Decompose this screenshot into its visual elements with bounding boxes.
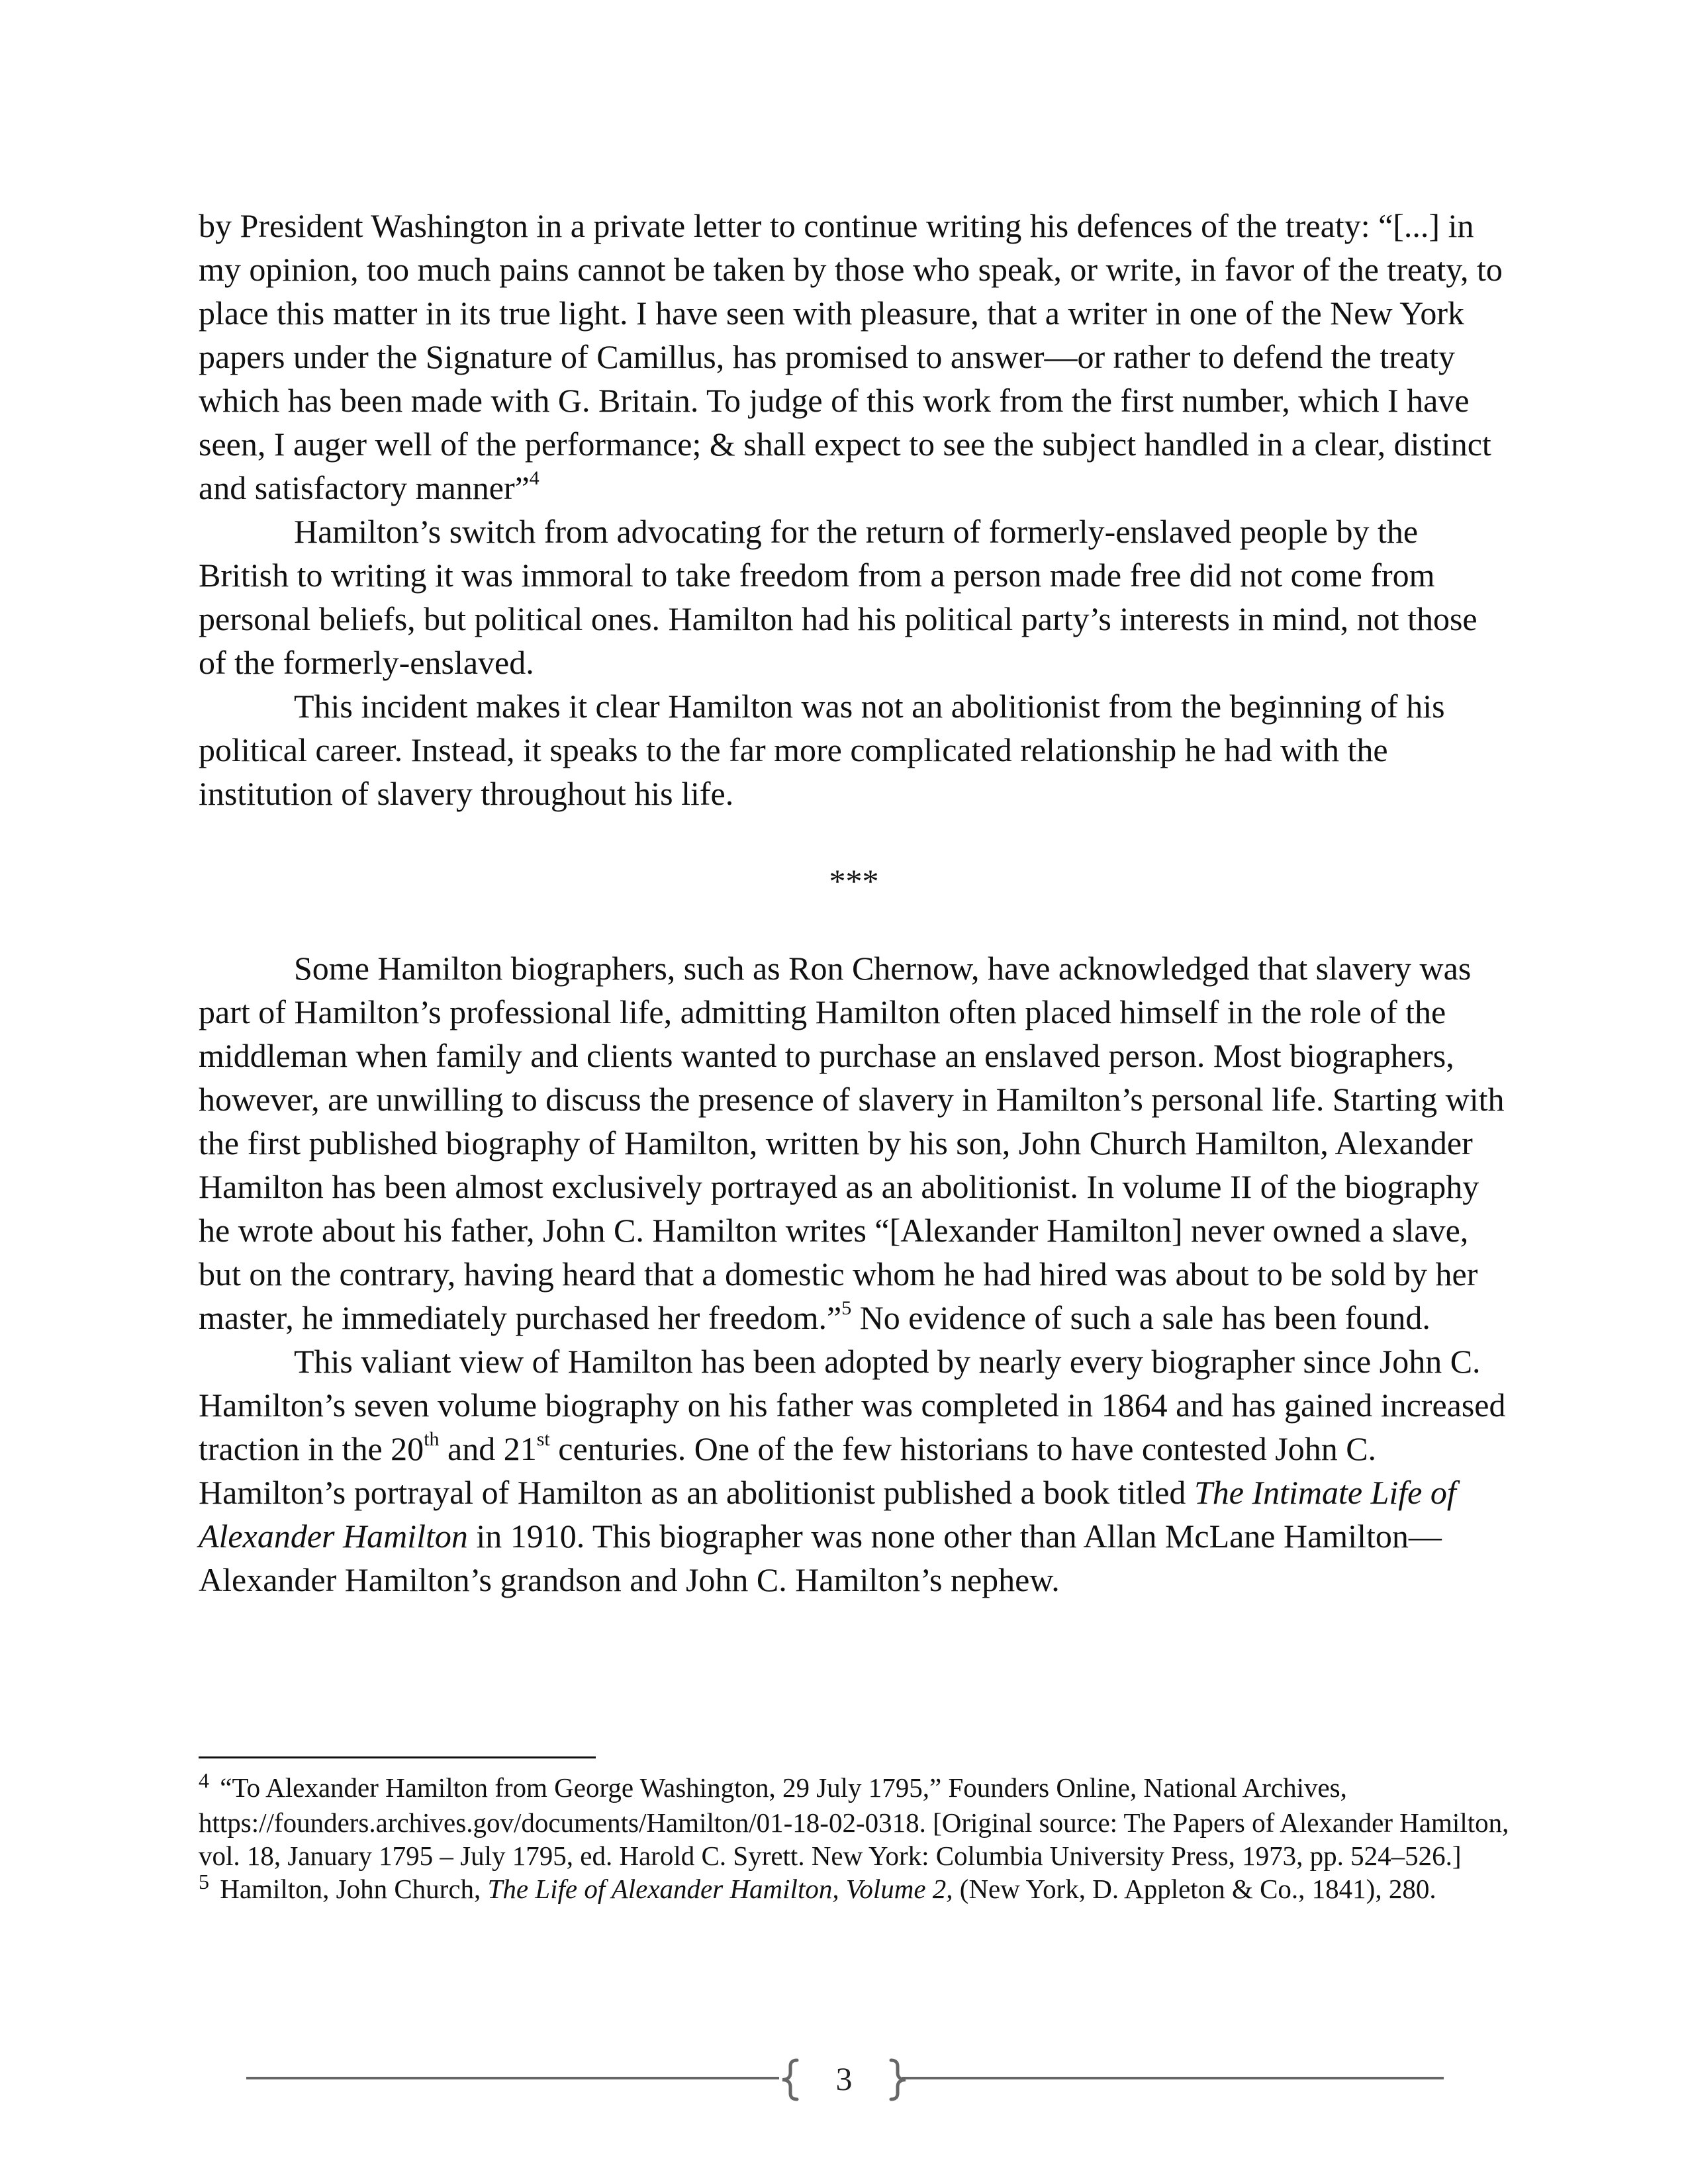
paragraph-5-text-a: This valiant view of Hamilton has been adopted by nearly every biographer since John C. Hamilton’s seven volume biography on his father was completed in 1864 and has gained increased traction in the 20: [199, 1343, 1506, 1467]
paragraph-4-text: Some Hamilton biographers, such as Ron Chernow, have acknowledged that slavery was part of Hamilton’s professional life, admitting Hamilton often placed himself in the role of the middleman when family and clients wanted to purchase an enslaved person. Most biographers, however, are unwilling to discuss the presence of slavery in Hamilton’s personal life. Starting with the first published biography of Hamilton, written by his son, John Church Hamilton, Alexander Hamilton has been almost exclusively portrayed as an abolitionist. In volume II of the biography he wrote about his father, John C. Hamilton writes “[Alexander Hamilton] never owned a slave, but on the contrary, having heard that a domestic whom he had hired was about to be sold by her master, he immediately purchased her freedom.”: [199, 950, 1505, 1336]
paragraph-4-tail: No evidence of such a sale has been found.: [851, 1299, 1430, 1336]
footnote-5-book-title: The Life of Alexander Hamilton, Volume 2,: [487, 1874, 953, 1904]
paragraph-5-text-c: centuries. One of the few historians to have contested John C. Hamilton’s portrayal of Hamilton as an abolitionist published a book titled: [199, 1430, 1377, 1511]
footnote-5: [199, 1872, 1509, 1907]
left-brace-icon: [774, 2058, 808, 2101]
footer-line-left: [246, 2077, 779, 2079]
footnote-4-number: 4: [199, 1768, 209, 1792]
footnotes: [199, 1768, 1509, 1907]
paragraph-1-text: by President Washington in a private letter to continue writing his defences of the treaty: “[...] in my opinion, too much pains cannot be taken by those who speak, or write, in favor of the treaty, to place this matter in its true light. I have seen with pleasure, that a writer in one of the New York papers under the Signature of Camillus, has promised to answer—or rather to defend the treaty which has been made with G. Britain. To judge of this work from the first number, which I have seen, I auger well of the performance; & shall expect to see the subject handled in a clear, distinct and satisfactory manner”: [199, 207, 1503, 506]
footnote-5-number: 5: [199, 1870, 209, 1893]
book-title: The Intimate Life of Alexander Hamilton: [199, 1474, 1456, 1555]
footnote-5-text-a: Hamilton, John Church,: [213, 1874, 488, 1904]
main-text: [199, 204, 1509, 1602]
paragraph-4: [199, 946, 1509, 1340]
footnote-5-text-b: (New York, D. Appleton & Co., 1841), 280.: [953, 1874, 1436, 1904]
footnote-4: [199, 1768, 1509, 1872]
paragraph-5: [199, 1340, 1509, 1602]
page-number: 3: [835, 2060, 853, 2097]
footnote-4-text: “To Alexander Hamilton from George Washington, 29 July 1795,” Founders Online, National Archives, https://founders.archives.gov/documents/Hamilton/01-18-02-0318. [Original source: The Papers of Alexander Hamilton, vol. 18, January 1795 – July 1795, ed. Harold C. Syrett. New York: Columbia University Press, 1973, pp. 524–526.]: [199, 1772, 1509, 1871]
ordinal-th: th: [424, 1428, 440, 1451]
paragraph-1: [199, 204, 1509, 510]
footer-line-right: [902, 2077, 1444, 2079]
footnote-ref-4: 4: [529, 467, 539, 490]
page-footer: [0, 2038, 1688, 2118]
paragraph-5-text-d: in 1910. This biographer was none other than Allan McLane Hamilton—Alexander Hamilton’s grandson and John C. Hamilton’s nephew.: [199, 1518, 1442, 1598]
section-separator: ***: [829, 862, 879, 899]
ordinal-st: st: [536, 1428, 550, 1451]
right-brace-icon: [880, 2058, 914, 2101]
paragraph-2: Hamilton’s switch from advocating for the return of formerly-enslaved people by the British to writing it was immoral to take freedom from a person made free did not come from personal beliefs, but political ones. Hamilton had his political party’s interests in mind, not those of the formerly-enslaved.: [199, 513, 1477, 681]
paragraph-5-text-b: and 21: [439, 1430, 537, 1467]
paragraph-3: This incident makes it clear Hamilton was not an abolitionist from the beginning of his political career. Instead, it speaks to the far more complicated relationship he had with the institution of slavery throughout his life.: [199, 688, 1445, 812]
footnote-ref-5: 5: [841, 1297, 852, 1320]
footnote-divider: [199, 1756, 596, 1758]
